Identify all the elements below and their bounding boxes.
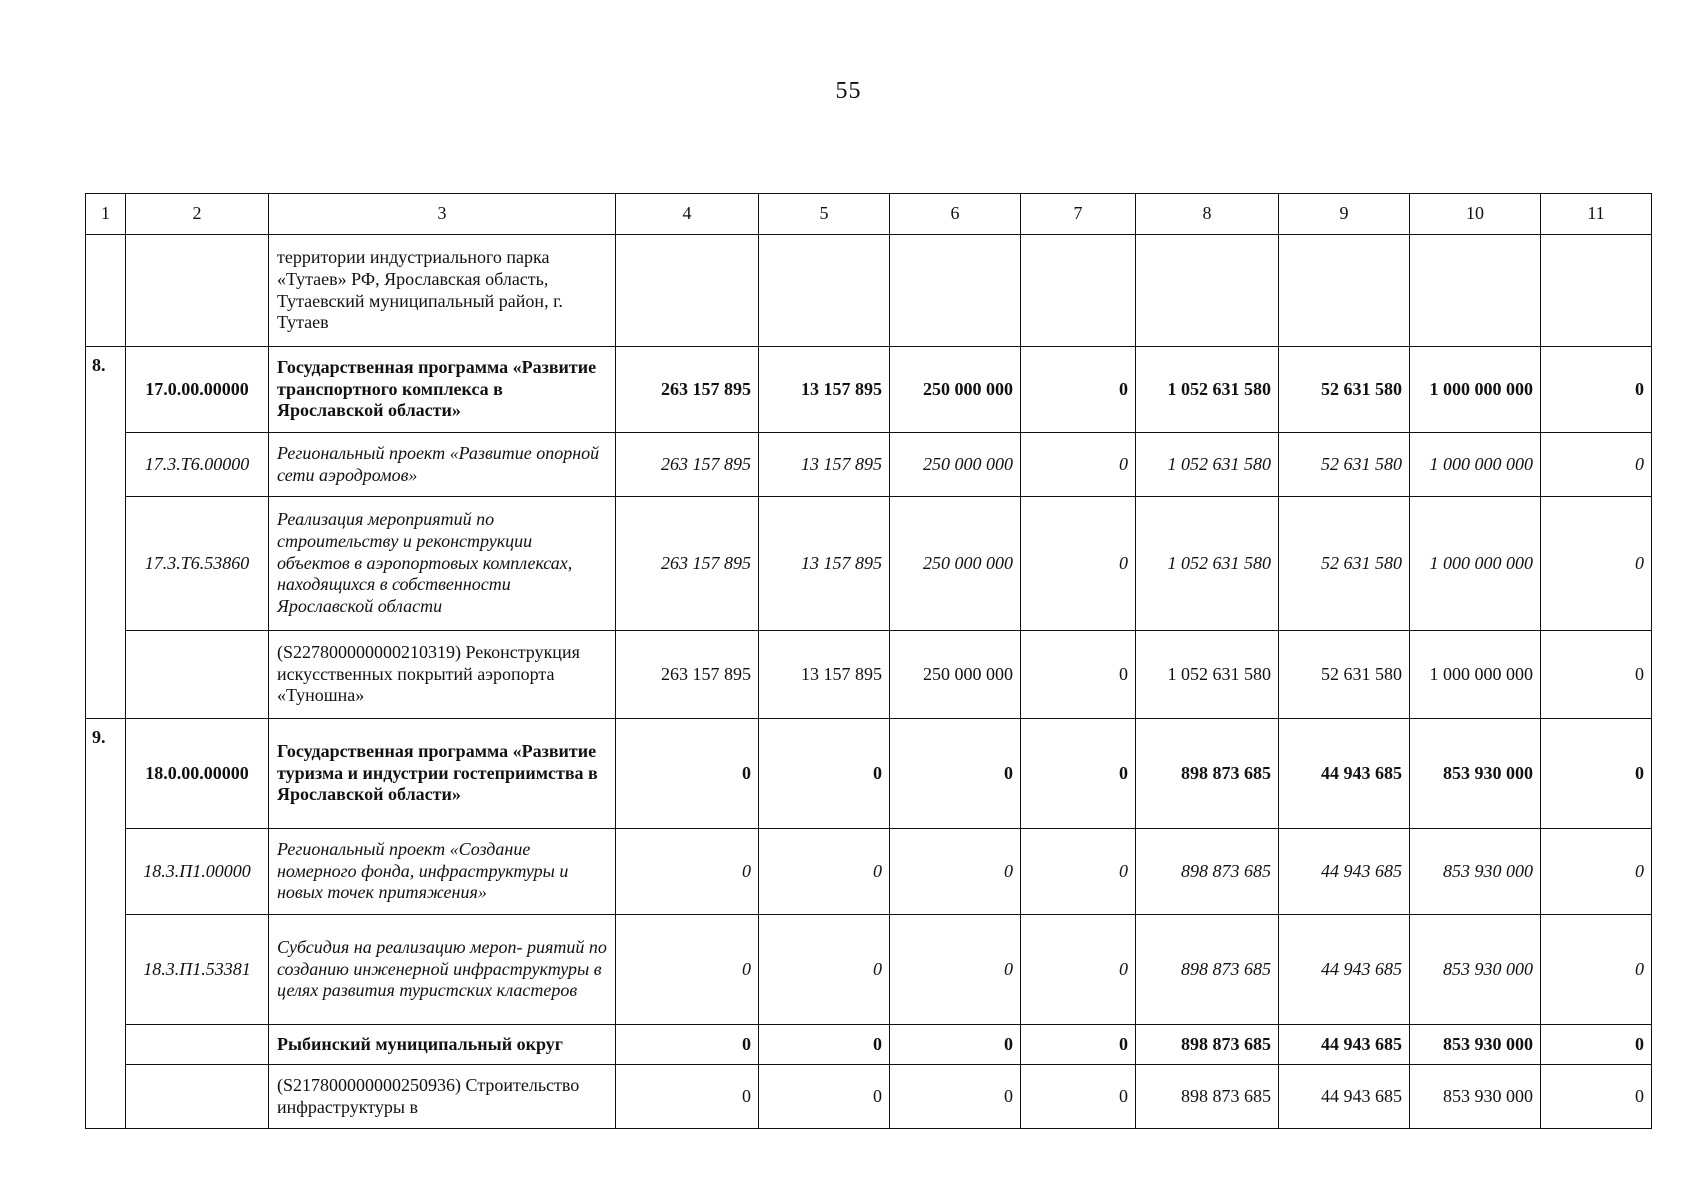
row-number-cell xyxy=(86,829,126,915)
budget-table xyxy=(85,193,1652,1129)
value-cell: 44 943 685 xyxy=(1279,1065,1410,1129)
value-cell: 250 000 000 xyxy=(890,433,1021,497)
value-cell: 0 xyxy=(1541,829,1652,915)
value-cell: 0 xyxy=(1021,433,1136,497)
value-cell: 13 157 895 xyxy=(759,631,890,719)
value-cell: 853 930 000 xyxy=(1410,1065,1541,1129)
name-cell: Субсидия на реализацию мероп- риятий по созданию инженерной инфраструктуры в целях развития туристских кластеров xyxy=(269,915,616,1025)
header-cell-4: 4 xyxy=(616,194,759,235)
value-cell: 0 xyxy=(1021,915,1136,1025)
value-cell: 44 943 685 xyxy=(1279,719,1410,829)
value-cell: 52 631 580 xyxy=(1279,347,1410,433)
name-cell: (S217800000000250936) Строительство инфраструктуры в xyxy=(269,1065,616,1129)
header-cell-9: 9 xyxy=(1279,194,1410,235)
value-cell: 898 873 685 xyxy=(1136,1025,1279,1065)
value-cell: 853 930 000 xyxy=(1410,1025,1541,1065)
value-cell xyxy=(1541,235,1652,347)
code-cell: 17.0.00.00000 xyxy=(126,347,269,433)
row-number-cell xyxy=(86,235,126,347)
value-cell: 0 xyxy=(890,719,1021,829)
table-row xyxy=(86,631,1652,719)
table-row xyxy=(86,1065,1652,1129)
value-cell xyxy=(1410,235,1541,347)
value-cell xyxy=(1279,235,1410,347)
header-cell-3: 3 xyxy=(269,194,616,235)
row-number-cell xyxy=(86,631,126,719)
value-cell: 0 xyxy=(1021,631,1136,719)
value-cell: 0 xyxy=(616,1025,759,1065)
value-cell: 0 xyxy=(1541,347,1652,433)
header-cell-7: 7 xyxy=(1021,194,1136,235)
table-row xyxy=(86,719,1652,829)
row-number-cell: 8. xyxy=(86,347,126,433)
value-cell: 13 157 895 xyxy=(759,497,890,631)
header-cell-10: 10 xyxy=(1410,194,1541,235)
value-cell xyxy=(1021,235,1136,347)
value-cell: 44 943 685 xyxy=(1279,1025,1410,1065)
value-cell: 0 xyxy=(616,719,759,829)
value-cell: 0 xyxy=(759,829,890,915)
value-cell xyxy=(759,235,890,347)
value-cell: 1 000 000 000 xyxy=(1410,497,1541,631)
row-number-cell: 9. xyxy=(86,719,126,829)
value-cell: 898 873 685 xyxy=(1136,719,1279,829)
value-cell: 0 xyxy=(759,719,890,829)
code-cell: 18.3.П1.00000 xyxy=(126,829,269,915)
value-cell: 1 052 631 580 xyxy=(1136,433,1279,497)
value-cell: 853 930 000 xyxy=(1410,829,1541,915)
table-row xyxy=(86,235,1652,347)
value-cell: 0 xyxy=(1541,1025,1652,1065)
value-cell: 263 157 895 xyxy=(616,433,759,497)
value-cell: 898 873 685 xyxy=(1136,829,1279,915)
code-cell: 18.0.00.00000 xyxy=(126,719,269,829)
value-cell xyxy=(616,235,759,347)
value-cell: 0 xyxy=(1541,631,1652,719)
value-cell: 0 xyxy=(890,915,1021,1025)
value-cell: 1 052 631 580 xyxy=(1136,497,1279,631)
value-cell: 250 000 000 xyxy=(890,347,1021,433)
code-cell: 17.3.Т6.53860 xyxy=(126,497,269,631)
code-cell xyxy=(126,1065,269,1129)
value-cell: 250 000 000 xyxy=(890,497,1021,631)
value-cell: 1 052 631 580 xyxy=(1136,347,1279,433)
table-row xyxy=(86,829,1652,915)
value-cell: 1 052 631 580 xyxy=(1136,631,1279,719)
row-number-cell xyxy=(86,433,126,497)
value-cell: 0 xyxy=(759,915,890,1025)
code-cell xyxy=(126,631,269,719)
header-cell-2: 2 xyxy=(126,194,269,235)
table-row xyxy=(86,1025,1652,1065)
name-cell: (S227800000000210319) Реконструкция искусственных покрытий аэропорта «Туношна» xyxy=(269,631,616,719)
value-cell: 898 873 685 xyxy=(1136,1065,1279,1129)
value-cell xyxy=(890,235,1021,347)
value-cell: 0 xyxy=(616,915,759,1025)
name-cell: территории индустриального парка «Тутаев» РФ, Ярославская область, Тутаевский муниципальный район, г. Тутаев xyxy=(269,235,616,347)
value-cell: 44 943 685 xyxy=(1279,915,1410,1025)
row-number-cell xyxy=(86,497,126,631)
row-number-cell xyxy=(86,915,126,1025)
value-cell: 0 xyxy=(616,829,759,915)
name-cell: Региональный проект «Развитие опорной сети аэродромов» xyxy=(269,433,616,497)
row-number-cell xyxy=(86,1065,126,1129)
value-cell: 0 xyxy=(1021,347,1136,433)
value-cell: 0 xyxy=(759,1065,890,1129)
value-cell: 0 xyxy=(890,1025,1021,1065)
table-row xyxy=(86,347,1652,433)
code-cell xyxy=(126,235,269,347)
value-cell: 0 xyxy=(759,1025,890,1065)
name-cell: Государственная программа «Развитие транспортного комплекса в Ярославской области» xyxy=(269,347,616,433)
value-cell: 0 xyxy=(616,1065,759,1129)
value-cell: 0 xyxy=(1021,719,1136,829)
row-number-cell xyxy=(86,1025,126,1065)
value-cell: 52 631 580 xyxy=(1279,433,1410,497)
value-cell: 853 930 000 xyxy=(1410,915,1541,1025)
value-cell: 263 157 895 xyxy=(616,631,759,719)
budget-table-container xyxy=(85,193,1652,1129)
header-row xyxy=(86,194,1652,235)
value-cell: 0 xyxy=(1021,497,1136,631)
value-cell: 0 xyxy=(890,1065,1021,1129)
header-cell-8: 8 xyxy=(1136,194,1279,235)
value-cell: 263 157 895 xyxy=(616,347,759,433)
value-cell: 0 xyxy=(1541,433,1652,497)
value-cell: 263 157 895 xyxy=(616,497,759,631)
value-cell: 0 xyxy=(1541,497,1652,631)
value-cell: 0 xyxy=(1021,1065,1136,1129)
value-cell: 0 xyxy=(1021,829,1136,915)
name-cell: Региональный проект «Создание номерного фонда, инфраструктуры и новых точек притяжения» xyxy=(269,829,616,915)
value-cell: 0 xyxy=(890,829,1021,915)
value-cell: 0 xyxy=(1021,1025,1136,1065)
value-cell: 853 930 000 xyxy=(1410,719,1541,829)
code-cell xyxy=(126,1025,269,1065)
name-cell: Реализация мероприятий по строительству и реконструкции объектов в аэропортовых комплексах, находящихся в собственности Ярославской области xyxy=(269,497,616,631)
value-cell: 52 631 580 xyxy=(1279,631,1410,719)
value-cell: 44 943 685 xyxy=(1279,829,1410,915)
value-cell: 1 000 000 000 xyxy=(1410,631,1541,719)
value-cell: 13 157 895 xyxy=(759,347,890,433)
value-cell: 250 000 000 xyxy=(890,631,1021,719)
value-cell: 13 157 895 xyxy=(759,433,890,497)
value-cell: 0 xyxy=(1541,719,1652,829)
value-cell: 1 000 000 000 xyxy=(1410,433,1541,497)
value-cell: 1 000 000 000 xyxy=(1410,347,1541,433)
code-cell: 17.3.Т6.00000 xyxy=(126,433,269,497)
name-cell: Рыбинский муниципальный округ xyxy=(269,1025,616,1065)
value-cell: 0 xyxy=(1541,915,1652,1025)
header-cell-1: 1 xyxy=(86,194,126,235)
value-cell: 52 631 580 xyxy=(1279,497,1410,631)
value-cell: 0 xyxy=(1541,1065,1652,1129)
table-row xyxy=(86,915,1652,1025)
header-cell-5: 5 xyxy=(759,194,890,235)
table-row xyxy=(86,433,1652,497)
value-cell xyxy=(1136,235,1279,347)
value-cell: 898 873 685 xyxy=(1136,915,1279,1025)
table-row xyxy=(86,497,1652,631)
page-number: 55 xyxy=(835,78,862,104)
code-cell: 18.3.П1.53381 xyxy=(126,915,269,1025)
header-cell-11: 11 xyxy=(1541,194,1652,235)
name-cell: Государственная программа «Развитие туризма и индустрии гостеприимства в Ярославской области» xyxy=(269,719,616,829)
header-cell-6: 6 xyxy=(890,194,1021,235)
